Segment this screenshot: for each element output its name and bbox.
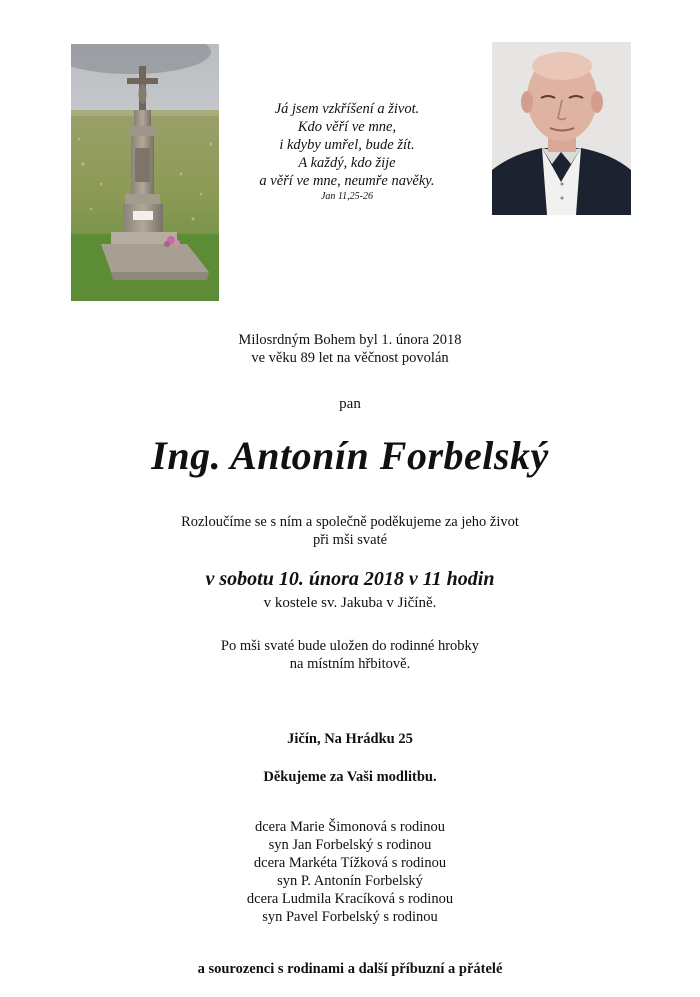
address: Jičín, Na Hrádku 25 <box>287 731 413 747</box>
closing-line: a sourozenci s rodinami a další příbuzní a přátelé <box>197 961 503 977</box>
burial-line: na místním hřbitově. <box>289 656 411 672</box>
mourner-item: syn Jan Forbelský s rodinou <box>268 837 432 853</box>
farewell-line: při mši svaté <box>312 532 388 548</box>
quote-line: a věří ve mne, neumře navěky. <box>259 173 435 189</box>
announcement-line: Milosrdným Bohem byl 1. února 2018 <box>238 332 462 348</box>
thanks-text: Děkujeme za Vaši modlitbu. <box>263 769 437 785</box>
bible-quote <box>232 100 462 204</box>
mourners-list <box>0 818 700 926</box>
mourner-item: syn P. Antonín Forbelský <box>277 873 423 889</box>
mourner-item: dcera Ludmila Kracíková s rodinou <box>246 891 454 907</box>
quote-line: Já jsem vzkříšení a život. <box>274 101 420 117</box>
ceremony-date: v sobotu 10. února 2018 v 11 hodin <box>205 568 495 590</box>
portrait-photo <box>492 42 631 215</box>
quote-line: A každý, kdo žije <box>298 155 396 171</box>
farewell-line: Rozloučíme se s ním a společně poděkujeme za jeho život <box>181 514 519 530</box>
mourner-item: syn Pavel Forbelský s rodinou <box>262 909 438 925</box>
farewell-text <box>0 513 700 549</box>
ceremony-place: v kostele sv. Jakuba v Jičíně. <box>263 595 437 611</box>
mourner-item: dcera Marie Šimonová s rodinou <box>254 819 446 835</box>
title-prefix: pan <box>339 396 361 412</box>
quote-line: i kdyby umřel, bude žít. <box>279 137 415 153</box>
deceased-name: Ing. Antonín Forbelský <box>151 433 549 478</box>
burial-line: Po mši svaté bude uložen do rodinné hrobky <box>220 638 480 654</box>
death-announcement <box>0 331 700 367</box>
announcement-line: ve věku 89 let na věčnost povolán <box>251 350 449 366</box>
cross-photo <box>71 44 219 301</box>
mourner-item: dcera Markéta Tížková s rodinou <box>253 855 447 871</box>
burial-text <box>0 637 700 673</box>
quote-reference: Jan 11,25-26 <box>320 191 374 202</box>
quote-line: Kdo věří ve mne, <box>297 119 397 135</box>
